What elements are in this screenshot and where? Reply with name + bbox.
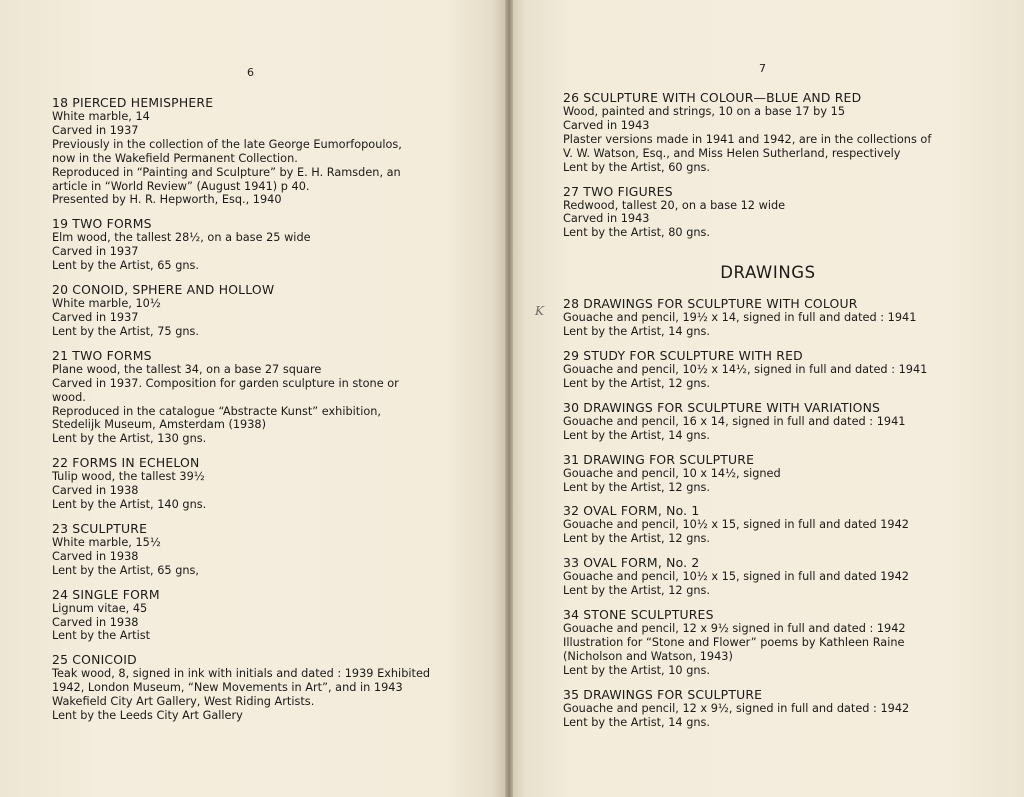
entry-title: 29 STUDY FOR SCULPTURE WITH RED xyxy=(563,347,803,363)
catalogue-entry xyxy=(563,184,973,241)
entry-line: Presented by H. R. Hepworth, Esq., 1940 xyxy=(52,193,282,207)
catalogue-entry xyxy=(52,348,462,446)
pencil-annotation: K xyxy=(535,304,544,318)
entry-line: Gouache and pencil, 16 x 14, signed in full and dated : 1941 xyxy=(563,414,906,428)
entry-line: Lent by the Artist, 60 gns. xyxy=(563,160,711,174)
entry-line: Reproduced in “Painting and Sculpture” by E. H. Ramsden, an xyxy=(52,165,401,179)
entry-line: Lent by the Artist, 12 gns. xyxy=(563,584,711,598)
entry-line: Lent by the Artist, 65 gns, xyxy=(52,563,200,577)
entry-line: Plane wood, the tallest 34, on a base 27 square xyxy=(52,362,322,376)
entry-title: 20 CONOID, SPHERE AND HOLLOW xyxy=(52,282,275,298)
entry-line: Lent by the Artist, 140 gns. xyxy=(52,498,207,512)
entry-line: White marble, 15½ xyxy=(52,535,161,549)
catalogue-entry xyxy=(563,90,973,175)
entry-line: Carved in 1937. Composition for garden sculpture in stone or xyxy=(52,376,399,390)
entry-title: 30 DRAWINGS FOR SCULPTURE WITH VARIATIONS xyxy=(563,399,881,415)
catalogue-entry xyxy=(563,296,973,339)
entry-title: 25 CONICOID xyxy=(52,652,137,668)
entry-line: Lent by the Artist, 80 gns. xyxy=(563,226,711,240)
entry-line: Lent by the Artist, 12 gns. xyxy=(563,376,711,390)
entry-line: Teak wood, 8, signed in ink with initials and dated : 1939 Exhibited xyxy=(52,667,431,681)
entry-line: article in “World Review” (August 1941) p 40. xyxy=(52,179,310,193)
entry-line: Lent by the Artist, 14 gns. xyxy=(563,428,711,442)
catalogue-entry xyxy=(563,400,973,443)
entry-line: Lent by the Leeds City Art Gallery xyxy=(52,709,243,723)
entry-title: 33 OVAL FORM, No. 2 xyxy=(563,555,700,571)
entry-title: 34 STONE SCULPTURES xyxy=(563,607,714,623)
entry-line: Illustration for “Stone and Flower” poems by Kathleen Raine xyxy=(563,635,905,649)
entry-title: 18 PIERCED HEMISPHERE xyxy=(52,95,214,110)
entry-line: Lent by the Artist, 12 gns. xyxy=(563,532,711,546)
entry-title: 22 FORMS IN ECHELON xyxy=(52,455,200,471)
entry-title: 24 SINGLE FORM xyxy=(52,586,160,602)
entry-line: Gouache and pencil, 10 x 14½, signed xyxy=(563,466,781,480)
entry-line: White marble, 14 xyxy=(52,110,150,123)
catalogue-entry xyxy=(563,555,973,598)
entry-line: (Nicholson and Watson, 1943) xyxy=(563,649,733,663)
section-heading-drawings: DRAWINGS xyxy=(720,263,816,283)
entry-line: wood. xyxy=(52,390,86,404)
entry-title: 21 TWO FORMS xyxy=(52,347,152,363)
catalogue-entry xyxy=(52,521,462,578)
entry-line: Gouache and pencil, 12 x 9½ signed in full and dated : 1942 xyxy=(563,622,906,636)
entry-line: Gouache and pencil, 10½ x 15, signed in full and dated 1942 xyxy=(563,570,909,584)
entry-line: Carved in 1943 xyxy=(563,212,650,226)
entry-line: Carved in 1938 xyxy=(52,615,139,629)
entry-line: Lent by the Artist, 14 gns. xyxy=(563,715,711,729)
entry-title: 32 OVAL FORM, No. 1 xyxy=(563,503,700,519)
entry-line: Gouache and pencil, 12 x 9½, signed in full and dated : 1942 xyxy=(563,701,910,715)
entry-line: Redwood, tallest 20, on a base 12 wide xyxy=(563,198,786,212)
page-number-left: 6 xyxy=(247,66,254,79)
entry-line: Plaster versions made in 1941 and 1942, are in the collections of xyxy=(563,132,932,146)
entry-line: Carved in 1938 xyxy=(52,484,139,498)
entry-title: 23 SCULPTURE xyxy=(52,520,148,536)
entry-line: now in the Wakefield Permanent Collection. xyxy=(52,151,298,165)
catalogue-entry xyxy=(52,455,462,512)
entry-line: Wood, painted and strings, 10 on a base 17 by 15 xyxy=(563,105,846,118)
entry-line: V. W. Watson, Esq., and Miss Helen Sutherland, respectively xyxy=(563,146,901,160)
entry-line: Gouache and pencil, 10½ x 14½, signed in full and dated : 1941 xyxy=(563,362,928,376)
catalogue-entry xyxy=(52,282,462,339)
entry-line: Carved in 1937 xyxy=(52,310,139,324)
catalogue-entry xyxy=(52,95,462,207)
catalogue-entry xyxy=(563,687,973,730)
entry-line: Carved in 1938 xyxy=(52,549,139,563)
entry-line: Gouache and pencil, 19½ x 14, signed in full and dated : 1941 xyxy=(563,311,917,325)
entry-line: Carved in 1937 xyxy=(52,123,139,137)
entry-line: Tulip wood, the tallest 39½ xyxy=(52,470,205,484)
entry-line: Wakefield City Art Gallery, West Riding Artists. xyxy=(52,695,315,709)
catalogue-entry xyxy=(563,452,973,495)
entry-title: 26 SCULPTURE WITH COLOUR—BLUE AND RED xyxy=(563,90,862,105)
entry-line: Lent by the Artist xyxy=(52,629,151,643)
entry-line: Reproduced in the catalogue “Abstracte Kunst” exhibition, xyxy=(52,404,382,418)
page-number-right: 7 xyxy=(759,62,766,75)
catalogue-entry xyxy=(563,348,973,391)
entry-line: Lent by the Artist, 65 gns. xyxy=(52,259,200,273)
entry-line: Gouache and pencil, 10½ x 15, signed in full and dated 1942 xyxy=(563,518,909,532)
entry-line: Lent by the Artist, 10 gns. xyxy=(563,663,711,677)
entry-line: Stedelijk Museum, Amsterdam (1938) xyxy=(52,418,267,432)
catalogue-entry xyxy=(52,216,462,273)
entry-line: White marble, 10½ xyxy=(52,297,161,311)
entry-title: 31 DRAWING FOR SCULPTURE xyxy=(563,451,755,467)
catalogue-entry xyxy=(563,503,973,546)
entry-title: 28 DRAWINGS FOR SCULPTURE WITH COLOUR xyxy=(563,296,858,312)
entry-line: 1942, London Museum, “New Movements in Art”, and in 1943 xyxy=(52,681,403,695)
left-column xyxy=(52,95,462,732)
book-gutter xyxy=(505,0,513,797)
entry-line: Carved in 1937 xyxy=(52,245,139,259)
catalogue-entry xyxy=(563,607,973,678)
entry-line: Lignum vitae, 45 xyxy=(52,601,148,615)
entry-title: 19 TWO FORMS xyxy=(52,216,152,232)
right-column xyxy=(563,90,973,738)
entry-line: Previously in the collection of the late George Eumorfopoulos, xyxy=(52,137,402,151)
entry-line: Lent by the Artist, 12 gns. xyxy=(563,480,711,494)
entry-line: Lent by the Artist, 75 gns. xyxy=(52,324,200,338)
entry-title: 27 TWO FIGURES xyxy=(563,183,673,199)
catalogue-entry xyxy=(52,587,462,644)
entry-line: Elm wood, the tallest 28½, on a base 25 wide xyxy=(52,231,311,245)
entry-title: 35 DRAWINGS FOR SCULPTURE xyxy=(563,686,763,702)
entry-line: Carved in 1943 xyxy=(563,118,650,132)
entry-line: Lent by the Artist, 14 gns. xyxy=(563,325,711,339)
entry-line: Lent by the Artist, 130 gns. xyxy=(52,432,207,446)
catalogue-entry xyxy=(52,652,462,723)
